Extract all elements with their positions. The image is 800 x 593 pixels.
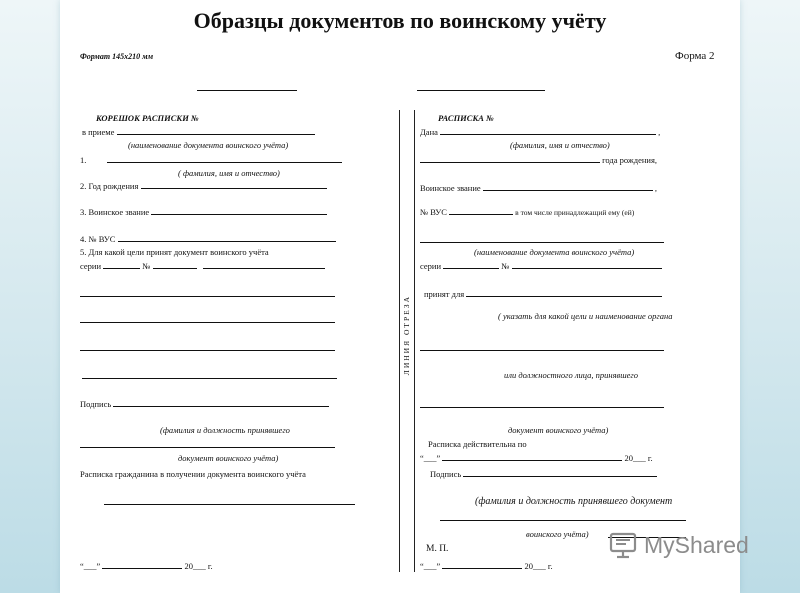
receipt-signature-line: [430, 469, 657, 479]
receipt-date-line: [420, 453, 653, 463]
cut-line-right: [414, 110, 415, 572]
receipt-accepted-line: [424, 289, 662, 299]
stub-purpose-blank-3: [80, 350, 335, 351]
stub-acceptor-blank: [80, 447, 335, 448]
stub-purpose-blank-2: [80, 322, 335, 323]
receipt-vus-label: № ВУС: [420, 207, 447, 217]
stub-vus-blank: [118, 234, 336, 242]
receipt-rank-blank: [483, 183, 653, 191]
presentation-board-icon: [608, 530, 638, 560]
stub-num-label: №: [142, 261, 151, 271]
page-title: Образцы документов по воинскому учёту: [193, 8, 607, 33]
stub-num-blank-2: [203, 261, 325, 269]
watermark-logo: [608, 528, 749, 562]
stub-signature-blank: [113, 399, 329, 407]
stub-fio-blank: [107, 162, 342, 163]
stub-series-blank: [103, 261, 140, 269]
header-blank-left: [197, 89, 297, 91]
stub-rank-line: [80, 207, 327, 217]
receipt-acceptor-hint-2: воинского учёта): [526, 529, 589, 539]
receipt-organ-blank: [420, 350, 664, 351]
receipt-rank-label: Воинское звание: [420, 183, 481, 193]
stub-date-blank: [102, 561, 182, 569]
stub-fio-hint: ( фамилия, имя и отчество): [178, 168, 280, 178]
receipt-issued-blank: [440, 127, 656, 135]
format-label: Формат 145х210 мм: [80, 52, 154, 61]
stub-rank-label: 3. Воинское звание: [80, 207, 150, 217]
receipt-birth-blank: [420, 155, 600, 163]
stub-citizen-receipt: Расписка гражданина в получении документа воинского учёта: [80, 469, 306, 479]
stub-purpose-label: 5. Для какой цели принят документ воинского учёта: [80, 247, 269, 257]
stub-doc-hint: документ воинского учёта): [178, 453, 279, 463]
stub-date-line: [80, 561, 213, 571]
stub-series-label: серии: [80, 261, 101, 271]
receipt-date-day: “___”: [420, 453, 441, 463]
stub-num-blank: [153, 261, 197, 269]
stub-acceptor-hint: (фамилия и должность принявшего: [160, 425, 290, 435]
receipt-accepted-blank: [466, 289, 662, 297]
stub-series-line: [80, 261, 325, 271]
header-blank-right: [417, 89, 545, 91]
receipt-issued-line: Дана ,: [420, 127, 661, 137]
receipt-heading: РАСПИСКА №: [438, 113, 494, 123]
receipt-date-blank: [442, 453, 622, 461]
stub-vus-label: 4. № ВУС: [80, 234, 116, 244]
stub-signature-line: [80, 399, 329, 409]
stub-doc-name-hint: (наименование документа воинского учёта): [128, 140, 289, 150]
cut-line: [399, 110, 400, 572]
stub-birth-year-blank: [141, 181, 327, 189]
receipt-num-blank: [512, 261, 662, 269]
receipt-incl-owned: в том числе принадлежащий ему (ей): [515, 208, 635, 217]
stub-doc-blank: [117, 127, 315, 135]
receipt-fio-hint: (фамилия, имя и отчество): [510, 140, 610, 150]
receipt-doc-hint: документ воинского учёта): [508, 425, 609, 435]
stub-birth-year-label: 2. Год рождения: [80, 181, 139, 191]
stub-item1: 1.: [80, 155, 87, 165]
watermark-text: MyShared: [644, 531, 749, 558]
stub-rank-blank: [151, 207, 327, 215]
receipt-signature-blank: [463, 469, 657, 477]
receipt-acceptor-hint: (фамилия и должность принявшего документ: [475, 496, 673, 507]
stub-heading: КОРЕШОК РАСПИСКИ №: [96, 113, 199, 123]
receipt-series-line: [420, 261, 662, 271]
receipt-person-blank: [420, 407, 664, 408]
receipt-birth-line: [420, 155, 657, 165]
receipt-vus-blank: [449, 207, 513, 215]
receipt-accepted-label: принят для: [424, 289, 465, 299]
receipt-birth-label: года рождения,: [602, 155, 658, 165]
stub-purpose-blank-1: [80, 296, 335, 297]
stub-in-receipt-line: [82, 127, 315, 137]
receipt-doc-blank: [420, 242, 664, 243]
receipt-signature-label: Подпись: [430, 469, 462, 479]
receipt-series-blank: [443, 261, 499, 269]
receipt-acceptor-blank: [440, 520, 686, 521]
receipt-series-label: серии: [420, 261, 441, 271]
stub-birth-year-line: [80, 181, 327, 191]
stub-purpose-blank-4: [82, 378, 337, 379]
receipt-date-year: 20___ г.: [624, 453, 653, 463]
stub-citizen-signature-blank: [104, 504, 355, 505]
receipt-doc-name-hint: (наименование документа воинского учёта): [474, 247, 635, 257]
receipt-stamp: М. П.: [426, 544, 449, 554]
receipt-valid-until: Расписка действительна по: [428, 439, 527, 449]
stub-date-year: 20___ г.: [184, 561, 213, 571]
stub-signature-label: Подпись: [80, 399, 112, 409]
receipt-or-person-hint: или должностного лица, принявшего: [504, 370, 638, 380]
receipt-final-date-year: 20___ г.: [524, 561, 553, 571]
stub-date-day: “___”: [80, 561, 101, 571]
receipt-final-date-blank: [442, 561, 522, 569]
stub-in-receipt-label: в приеме: [82, 127, 115, 137]
receipt-issued-label: Дана: [420, 127, 438, 137]
receipt-rank-line: Воинское звание ,: [420, 183, 658, 193]
receipt-final-date-line: [420, 561, 553, 571]
receipt-final-date-day: “___”: [420, 561, 441, 571]
receipt-purpose-hint: ( указать для какой цели и наименование органа: [498, 311, 673, 321]
stub-vus-line: [80, 234, 336, 244]
receipt-vus-line: [420, 207, 634, 218]
cut-line-label: ЛИНИЯ ОТРЕЗА: [402, 295, 411, 376]
form-label: Форма 2: [675, 50, 715, 62]
receipt-num-label: №: [501, 261, 510, 271]
